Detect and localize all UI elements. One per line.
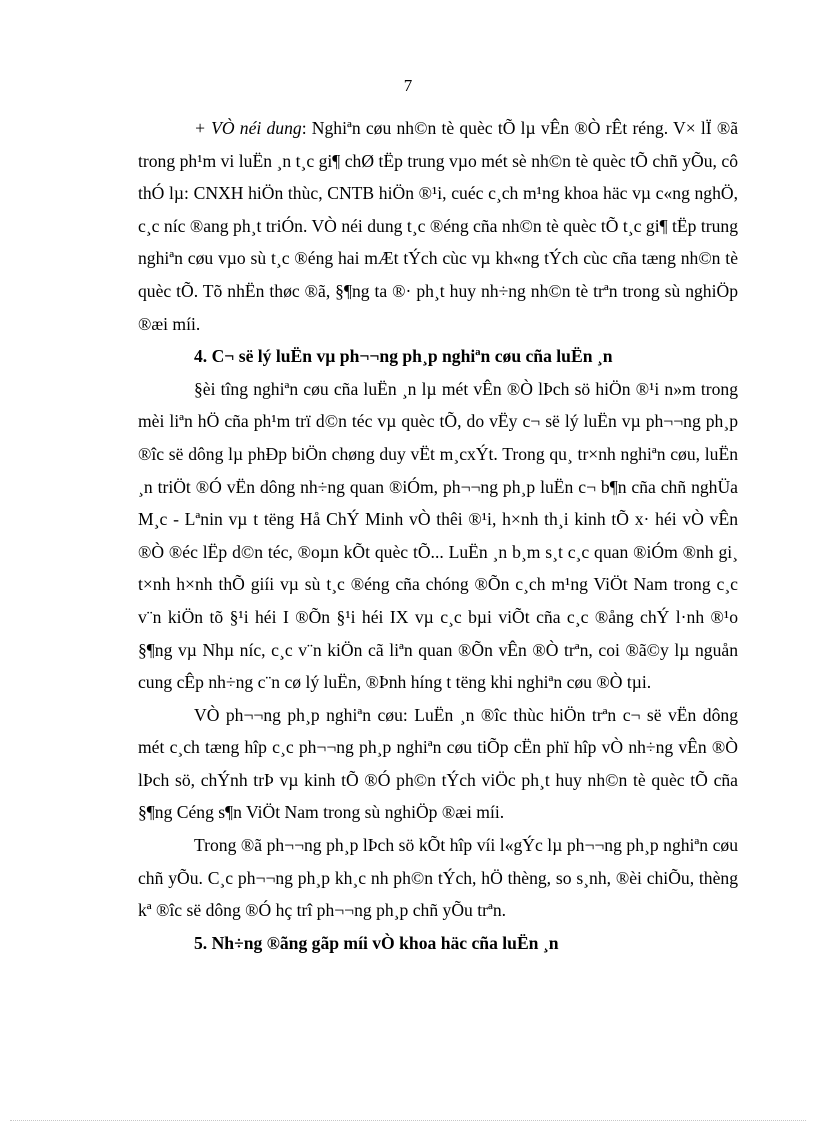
paragraph-lead-label: + VÒ néi dung xyxy=(194,118,302,138)
page-bottom-divider xyxy=(10,1120,806,1121)
paragraph-main-methods: Trong ®ã ph¬¬ng ph¸p lÞch sö kÕt hîp víi l«gÝc lµ ph¬¬ng ph¸p nghiªn cøu chñ yÕu. C¸c ph¬¬ng ph¸p kh¸c nh ph©n tÝch, hÖ thèng, so s¸nh, ®èi chiÕu, thèng kª ®îc së dông ®Ó hç trî ph¬¬ng ph¸p chñ yÕu trªn. xyxy=(138,835,738,921)
section-heading-5: 5. Nh÷ng ®ãng gãp míi vÒ khoa häc cña luËn ¸n xyxy=(194,932,559,953)
paragraph-research-methods: VÒ ph¬¬ng ph¸p nghiªn cøu: LuËn ¸n ®îc thùc hiÖn trªn c¬ së vËn dông mét c¸ch tæng hîp c¸c ph¬¬ng ph¸p nghiªn cøu tiÕp cËn phï hîp vÒ nh÷ng vÊn ®Ò lÞch sö, chÝnh trÞ vµ kinh tÕ ®Ó ph©n tÝch viÖc ph¸t huy nh©n tè quèc tÕ cña §¶ng Céng s¶n ViÖt Nam trong sù nghiÖp ®æi míi. xyxy=(138,704,738,823)
paragraph-text: : Nghiªn cøu nh©n tè quèc tÕ lµ vÊn ®Ò rÊt réng. V× lÏ ®ã trong ph¹m vi luËn ¸n t¸c gi¶ chØ tËp trung vµo mét sè nh©n tè quèc tÕ chñ yÕu, cô thÓ lµ: CNXH hiÖn thùc, CNTB hiÖn ®¹i, cuéc c¸ch m¹ng khoa häc vµ c«ng nghÖ, c¸c níc ®ang ph¸t triÓn. VÒ néi dung t¸c ®éng cña nh©n tè quèc tÕ t¸c gi¶ tËp trung nghiªn cøu vµo sù t¸c ®éng hai mÆt tÝch cùc vµ kh«ng tÝch cùc cña tæng nh©n tè quèc tÕ. Tõ nhËn thøc ®ã, §¶ng ta ®· ph¸t huy nh÷ng nh©n tè trªn trong sù nghiÖp ®æi míi. xyxy=(138,118,739,334)
paragraph-theoretical-basis: §èi tîng nghiªn cøu cña luËn ¸n lµ mét vÊn ®Ò lÞch sö hiÖn ®¹i n»m trong mèi liªn hÖ cña ph¹m trï d©n téc vµ quèc tÕ, do vËy c¬ së lý luËn vµ ph¬¬ng ph¸p ®îc së dông lµ phÐp biÖn chøng duy vËt m¸cxÝt. Trong qu¸ tr×nh nghiªn cøu, luËn ¸n triÖt ®Ó vËn dông nh÷ng quan ®iÓm, ph¬¬ng ph¸p luËn c¬ b¶n cña chñ nghÜa M¸c - Lªnin vµ t tëng Hå ChÝ Minh vÒ thêi ®¹i, h×nh th¸i kinh tÕ x· héi vÒ vÊn ®Ò ®éc lËp d©n téc, ®oµn kÕt quèc tÕ... LuËn ¸n b¸m s¸t c¸c quan ®iÓm ®nh gi¸ t×nh h×nh thÕ giíi vµ sù t¸c ®éng cña chóng ®Õn c¸ch m¹ng ViÖt Nam trong c¸c v¨n kiÖn tõ §¹i héi I ®Õn §¹i héi IX vµ c¸c bµi viÕt cña c¸c ®ång chÝ l·nh ®¹o §¶ng vµ Nhµ níc, c¸c v¨n kiÖn cã liªn quan ®Õn vÊn ®Ò trªn, coi ®ã©y lµ nguån cung cÊp nh÷ng c¨n cø lý luËn, ®Þnh híng t tëng khi nghiªn cøu ®Ò tµi. xyxy=(138,378,738,693)
section-heading-4: 4. C¬ së lý luËn vµ ph¬¬ng ph¸p nghiªn cøu cña luËn ¸n xyxy=(194,346,613,367)
page-number: 7 xyxy=(403,76,413,95)
paragraph-research-content-scope xyxy=(138,112,738,340)
document-body xyxy=(138,112,738,959)
